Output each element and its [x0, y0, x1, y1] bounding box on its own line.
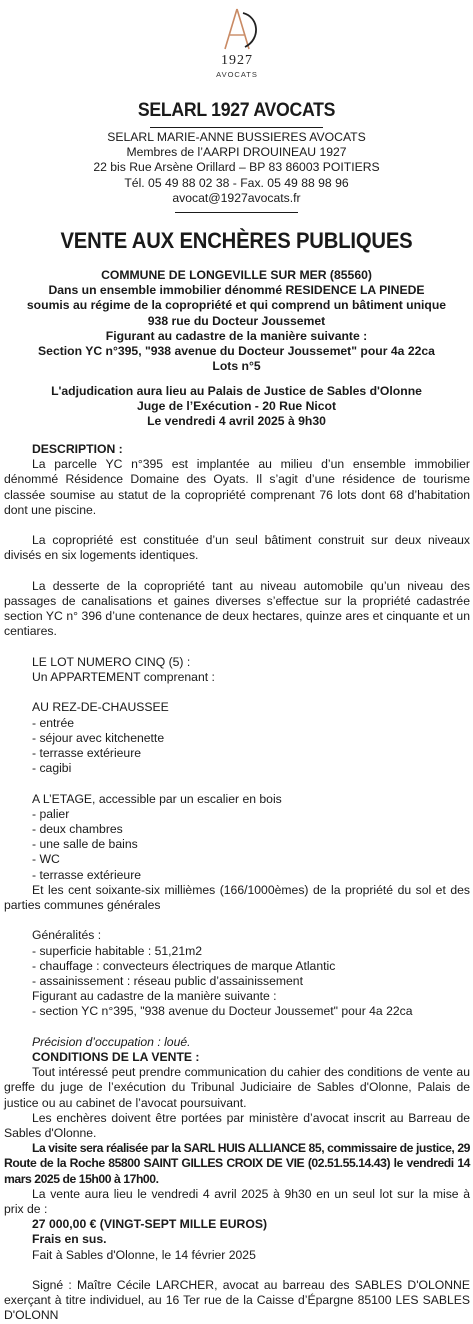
list-item: - deux chambres [32, 822, 123, 836]
list-item: - une salle de bains [32, 837, 138, 852]
conditions-paragraph-2: Les enchères doivent être portées par ministère d’avocat inscrit au Barreau de Sables d'Olonne. [4, 1110, 470, 1141]
cadastre-item: - section YC n°395, "938 avenue du Docteur Joussemet" pour 4a 22ca [32, 1004, 413, 1019]
property-residence: Dans un ensemble immobilier dénommé RESIDENCE LA PINEDE [48, 283, 425, 298]
header-divider [150, 127, 323, 128]
description-paragraph-2: La copropriété est constituée d’un seul bâtiment construit sur deux niveaux divisés en six logements identiques. [4, 533, 470, 563]
ground-floor-heading: AU REZ-DE-CHAUSSEE [32, 700, 169, 715]
logo-subtitle: AVOCATS [216, 70, 258, 79]
list-item: - assainissement : réseau public d’assainissement [32, 974, 303, 989]
list-item: - WC [32, 852, 60, 867]
list-item: - séjour avec kitchenette [32, 730, 165, 745]
contact-divider [175, 212, 298, 213]
conditions-paragraph-1: Tout intéressé peut prendre communication du cahier des conditions de vente au greffe du juge de l’exécution du Tribunal Judiciaire de Sables d'Olonne, Palais de justice ou au cabinet de l’avocat poursuivant. [4, 1065, 470, 1110]
done-at-line: Fait à Sables d'Olonne, le 14 février 2025 [32, 1247, 256, 1262]
hearing-judge: Juge de l’Exécution - 20 Rue Nicot [136, 399, 337, 414]
list-item: - entrée [32, 715, 75, 730]
firm-logo [200, 5, 274, 83]
property-regime: soumis au régime de la copropriété et qui comprend un bâtiment unique [26, 298, 447, 313]
lot-heading: LE LOT NUMERO CINQ (5) : [32, 654, 191, 669]
list-item: - palier [32, 806, 70, 821]
firm-title: SELARL 1927 AVOCATS [137, 100, 336, 121]
generalities-heading: Généralités : [32, 928, 102, 943]
property-commune: COMMUNE DE LONGEVILLE SUR MER (85560) [101, 268, 372, 282]
reserve-price: 27 000,00 € (VINGT-SEPT MILLE EUROS) [32, 1217, 268, 1232]
description-paragraph-1: La parcelle YC n°395 est implantée au milieu d’un ensemble immobilier dénommé Résidence Domaine des Oyats. Il s’agit d’une résidence de tourisme classée soumise au statut de la copropriété comprenant 76 lots dont 68 d’habitation dont une piscine. [4, 457, 470, 517]
firm-address-line: 22 bis Rue Arsène Orillard – BP 83 86003 POITIERS [93, 160, 380, 175]
list-item: - chauffage : convecteurs électriques de marque Atlantic [32, 958, 336, 973]
firm-name-line: SELARL MARIE-ANNE BUSSIERES AVOCATS [107, 130, 366, 144]
logo-emblem-icon [207, 5, 267, 53]
notice-body [4, 442, 470, 1324]
list-item: - terrasse extérieure [32, 746, 142, 760]
list-item: - superficie habitable : 51,21m2 [32, 943, 203, 958]
firm-contact-block [0, 130, 473, 206]
lot-share-text: Et les cent soixante-six millièmes (166/1000èmes) de la propriété du sol et des parties communes générales [4, 882, 470, 913]
cadastre-heading: Figurant au cadastre de la manière suivante : [32, 989, 277, 1004]
lot-subheading: Un APPARTEMENT comprenant : [32, 670, 215, 684]
firm-phone-line: Tél. 05 49 88 02 38 - Fax. 05 49 88 98 96 [124, 175, 349, 190]
logo-year: 1927 [221, 53, 253, 68]
list-item: - terrasse extérieure [32, 867, 142, 882]
description-heading: DESCRIPTION : [32, 442, 123, 456]
hearing-venue: L'adjudication aura lieu au Palais de Justice de Sables d'Olonne [51, 384, 422, 398]
visit-notice: La visite sera réalisée par la SARL HUIS ALLIANCE 85, commissaire de justice, 29 Route de la Roche 85800 SAINT GILLES CROIX DE VIE (02.51.55.14.43) le vendredi 14 mars 2025 de 15h00 à 17h00. [4, 1141, 470, 1186]
firm-membership-line: Membres de l’AARPI DROUINEAU 1927 [126, 145, 347, 160]
property-address: 938 rue du Docteur Joussemet [147, 313, 326, 328]
conditions-heading: CONDITIONS DE LA VENTE : [32, 1050, 200, 1065]
list-item: - cagibi [32, 761, 72, 776]
hearing-date: Le vendredi 4 avril 2025 à 9h30 [147, 414, 326, 429]
fees-note: Frais en sus. [32, 1232, 107, 1247]
property-cadastre-heading: Figurant au cadastre de la manière suivante : [105, 328, 368, 343]
firm-email-line: avocat@1927avocats.fr [172, 190, 301, 205]
occupation-note: Précision d’occupation : loué. [32, 1034, 191, 1049]
sale-title: VENTE AUX ENCHÈRES PUBLIQUES [60, 228, 413, 253]
sale-reserve-line: La vente aura lieu le vendredi 4 avril 2025 à 9h30 en un seul lot sur la mise à prix de : [4, 1186, 470, 1217]
description-paragraph-3: La desserte de la copropriété tant au niveau automobile qu’un niveau des passages de canalisations et gaines diverses s’effectue sur la propriété cadastrée section YC n° 396 d’une contenance de deux hectares, quinze ares et cinquante et un centiares. [4, 578, 470, 639]
hearing-block [0, 384, 473, 430]
property-block [0, 268, 473, 374]
signature-paragraph: Signé : Maître Cécile LARCHER, avocat au barreau des SABLES D'OLONNE exerçant à titre individuel, au 16 Ter rue de la Caisse d’Épargne 85100 LES SABLES D'OLONN [4, 1278, 470, 1323]
property-lots: Lots n°5 [212, 359, 261, 374]
property-cadastre-section: Section YC n°395, "938 avenue du Docteur Joussemet" pour 4a 22ca [38, 344, 435, 359]
upper-floor-heading: A L’ETAGE, accessible par un escalier en bois [32, 791, 282, 806]
